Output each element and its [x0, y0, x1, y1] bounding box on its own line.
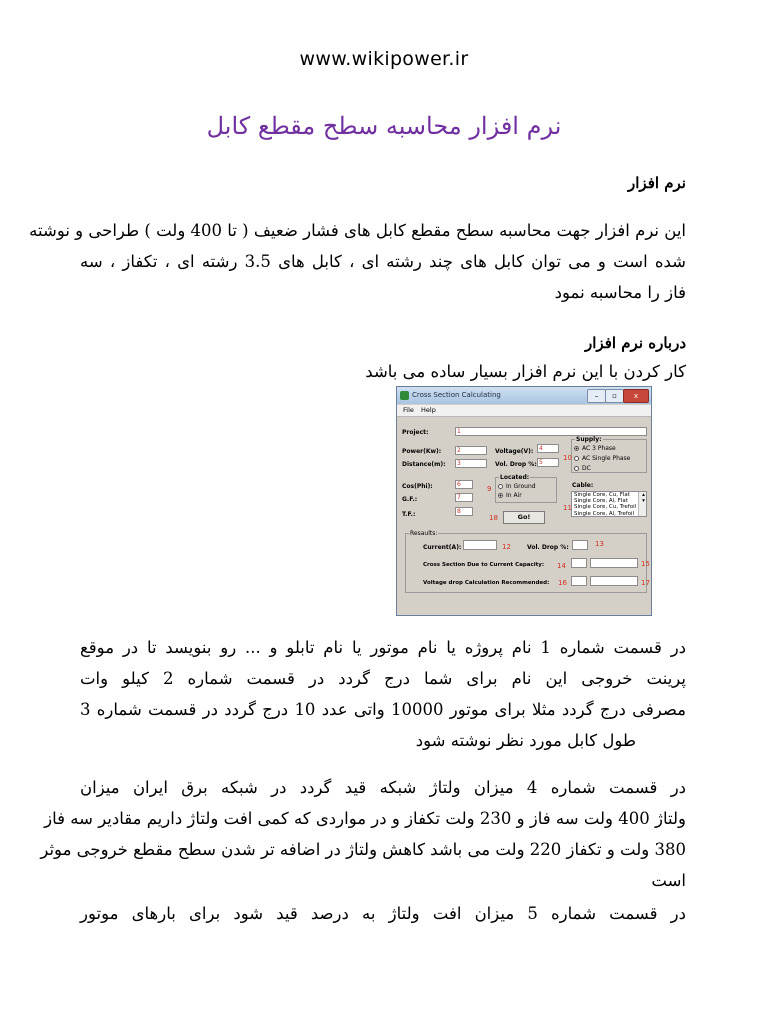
voltage-label: Voltage(V): [495, 448, 534, 455]
located-label: Located: [500, 474, 530, 481]
paragraph-line: طول کابل مورد نظر نوشته شود [415, 731, 636, 750]
marker-10: 10 [563, 454, 572, 462]
tf-label: T.F.: [402, 511, 416, 518]
paragraph-line: در قسمت شماره 1 نام پروژه یا نام موتور یا نام تابلو و ... رو بنویسد تا در موقع [80, 638, 687, 657]
section-heading-software: نرم افزار [628, 174, 686, 192]
located-radio-ground[interactable] [498, 484, 503, 489]
maximize-button[interactable]: ▫ [605, 389, 624, 403]
results-label: Resaults: [410, 530, 438, 537]
marker-9: 9 [487, 485, 492, 493]
supply-option-ac1: AC Single Phase [582, 455, 631, 462]
cross-section-label: Cross Section Due to Current Capacity: [423, 562, 545, 568]
project-input[interactable]: 1 [455, 427, 647, 436]
gf-label: G.F.: [402, 496, 418, 503]
marker-12: 12 [502, 543, 511, 551]
parts-4-paragraph [40, 772, 687, 896]
cable-list-item[interactable]: Single Core, Cu, Flat [574, 492, 630, 498]
supply-radio-ac3[interactable] [574, 446, 579, 451]
marker-11: 11 [563, 504, 572, 512]
menu-file[interactable]: File [403, 406, 414, 414]
gf-input[interactable]: 7 [455, 493, 473, 502]
marker-15: 15 [641, 560, 650, 568]
voldrop-input[interactable]: 5 [537, 458, 559, 467]
marker-17: 17 [641, 579, 650, 587]
intro-paragraph [29, 215, 686, 308]
close-button[interactable]: x [623, 389, 649, 403]
section-heading-about: درباره نرم افزار [585, 334, 686, 352]
cable-listbox[interactable] [571, 491, 647, 517]
marker-13: 13 [595, 540, 604, 548]
located-radio-air[interactable] [498, 493, 503, 498]
document-title: نرم افزار محاسبه سطح مقطع کابل [206, 112, 562, 140]
project-label: Project: [402, 429, 429, 436]
cable-label: Cable: [572, 482, 594, 489]
minimize-button[interactable]: – [587, 389, 606, 403]
app-title: Cross Section Calculating [412, 391, 501, 399]
cross-section-output-2 [590, 558, 638, 568]
paragraph-line: فاز را محاسبه نمود [554, 283, 686, 302]
parts-5-paragraph [80, 898, 686, 929]
go-button[interactable]: Go! [503, 511, 545, 524]
distance-label: Distance(m): [402, 461, 446, 468]
parts-1-3-paragraph [80, 632, 686, 756]
current-label: Current(A): [423, 544, 462, 551]
site-url: www.wikipower.ir [299, 48, 469, 70]
vd-recommended-output-2 [590, 576, 638, 586]
paragraph-line: است [651, 871, 686, 890]
result-voldrop-label: Vol. Drop %: [527, 544, 569, 551]
result-voldrop-output [572, 540, 588, 550]
voltage-input[interactable]: 4 [537, 444, 559, 453]
cable-list-item[interactable]: Single Core, Al, Flat [574, 498, 628, 505]
cable-list-scrollbar[interactable]: ▴ ▾ [638, 492, 646, 516]
cross-section-output-1 [571, 558, 587, 568]
cable-list-item[interactable]: Single Core, Cu, Trefoil [574, 504, 637, 511]
current-output [463, 540, 497, 550]
supply-option-ac3: AC 3 Phase [582, 445, 616, 452]
located-option-ground: In Ground [506, 483, 536, 490]
power-input[interactable]: 2 [455, 446, 487, 455]
supply-option-dc: DC [582, 465, 591, 472]
cable-list-item[interactable]: Single Core, Al, Trefoil [574, 510, 635, 517]
marker-14: 14 [557, 562, 566, 570]
cosphi-label: Cos(Phi): [402, 483, 433, 490]
power-label: Power(Kw): [402, 448, 442, 455]
paragraph-line: کار کردن با این نرم افزار بسیار ساده می باشد [365, 362, 686, 381]
marker-16: 16 [558, 579, 567, 587]
paragraph-line: شده است و می توان کابل های چند رشته ای ، کابل های 3.5 رشته ای ، تکفاز ، سه [80, 252, 686, 271]
about-intro [80, 356, 686, 387]
app-titlebar [397, 387, 651, 404]
tf-input[interactable]: 8 [455, 507, 473, 516]
located-option-air: In Air [506, 492, 522, 499]
paragraph-line: پرینت خروجی این نام برای شما درج گردد در قسمت شماره 2 کیلو وات [80, 669, 686, 688]
paragraph-line: این نرم افزار جهت محاسبه سطح مقطع کابل های فشار ضعیف ( تا 400 ولت ) طراحی و نوشته [29, 221, 686, 240]
app-icon [400, 391, 409, 400]
app-menubar [397, 405, 651, 417]
menu-help[interactable]: Help [421, 406, 436, 414]
paragraph-line: در قسمت شماره 5 میزان افت ولتاژ به درصد قید شود برای بارهای موتور [80, 904, 686, 923]
paragraph-line: 380 ولت و تکفاز 220 ولت می باشد کاهش ولتاژ در اضافه تر شدن سطح مقطع خروجی موثر [40, 840, 686, 859]
vd-recommended-output-1 [571, 576, 587, 586]
distance-input[interactable]: 3 [455, 459, 487, 468]
app-screenshot-window [396, 386, 652, 616]
voldrop-label: Vol. Drop %: [495, 461, 537, 468]
vd-recommended-label: Voltage drop Calculation Recommended: [423, 580, 550, 586]
paragraph-line: مصرفی درج گردد مثلا برای موتور 10000 واتی عدد 10 درج گردد در قسمت شماره 3 [80, 700, 686, 719]
paragraph-line: ولتاژ 400 ولت سه فاز و 230 ولت تکفاز و در مواردی که کمی افت ولتاژ داریم مقادیر سه فاز [44, 809, 686, 828]
paragraph-line: در قسمت شماره 4 میزان ولتاژ شبکه قید گردد در شبکه برق ایران میزان [80, 778, 687, 797]
cosphi-input[interactable]: 6 [455, 480, 473, 489]
supply-label: Supply: [576, 436, 602, 443]
supply-radio-dc[interactable] [574, 466, 579, 471]
supply-radio-ac1[interactable] [574, 456, 579, 461]
marker-18: 18 [489, 514, 498, 522]
